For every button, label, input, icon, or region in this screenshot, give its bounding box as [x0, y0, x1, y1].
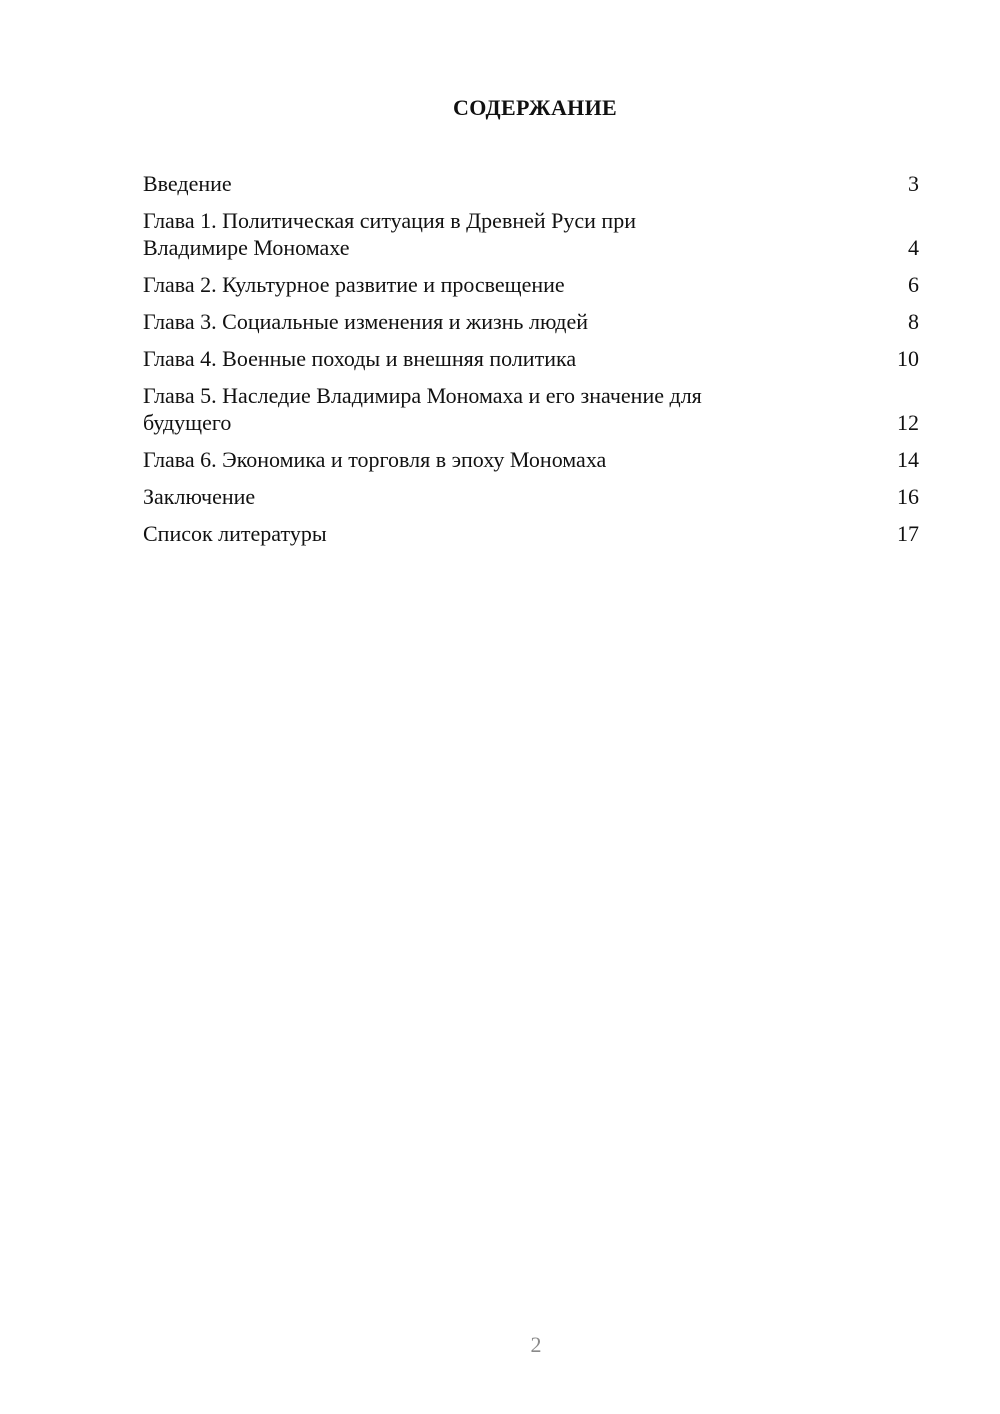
toc-entry-label-line-2: Владимире Мономахе	[143, 235, 350, 260]
toc-entry-label: Глава 4. Военные походы и внешняя политика	[143, 346, 577, 371]
toc-entry-label: Глава 6. Экономика и торговля в эпоху Мономаха	[143, 447, 607, 472]
toc-entry-label-line-1: Глава 5. Наследие Владимира Мономаха и его значение для	[143, 383, 702, 408]
toc-entry-label: Список литературы	[143, 521, 327, 546]
toc-entry-page: 10	[897, 346, 919, 371]
table-of-contents	[143, 170, 919, 557]
toc-entry-chapter-2	[143, 271, 919, 298]
toc-title-container	[143, 95, 919, 121]
toc-entry-label: Заключение	[143, 484, 256, 509]
toc-entry-label: Глава 2. Культурное развитие и просвещение	[143, 272, 565, 297]
page-title: СОДЕРЖАНИЕ	[453, 95, 617, 120]
toc-entry-label	[143, 207, 908, 261]
toc-entry-chapter-1	[143, 207, 919, 261]
toc-entry-chapter-4	[143, 345, 919, 372]
toc-entry-page: 8	[908, 309, 919, 334]
page-number: 2	[530, 1332, 542, 1357]
toc-entry-introduction	[143, 170, 919, 197]
toc-entry-chapter-3	[143, 308, 919, 335]
toc-entry-page: 6	[908, 272, 919, 297]
toc-entry-label-line-1: Глава 1. Политическая ситуация в Древней Руси при	[143, 208, 636, 233]
toc-entry-label: Глава 3. Социальные изменения и жизнь людей	[143, 309, 588, 334]
toc-entry-page: 17	[897, 521, 919, 546]
toc-entry-bibliography	[143, 520, 919, 547]
toc-entry-page: 14	[897, 447, 919, 472]
toc-entry-label	[143, 382, 897, 436]
toc-entry-page: 16	[897, 484, 919, 509]
toc-entry-chapter-6	[143, 446, 919, 473]
toc-entry-label: Введение	[143, 171, 232, 196]
toc-entry-chapter-5	[143, 382, 919, 436]
toc-entry-page: 3	[908, 171, 919, 196]
toc-entry-page: 4	[908, 235, 919, 260]
toc-entry-label-line-2: будущего	[143, 410, 232, 435]
toc-entry-page: 12	[897, 410, 919, 435]
toc-entry-conclusion	[143, 483, 919, 510]
